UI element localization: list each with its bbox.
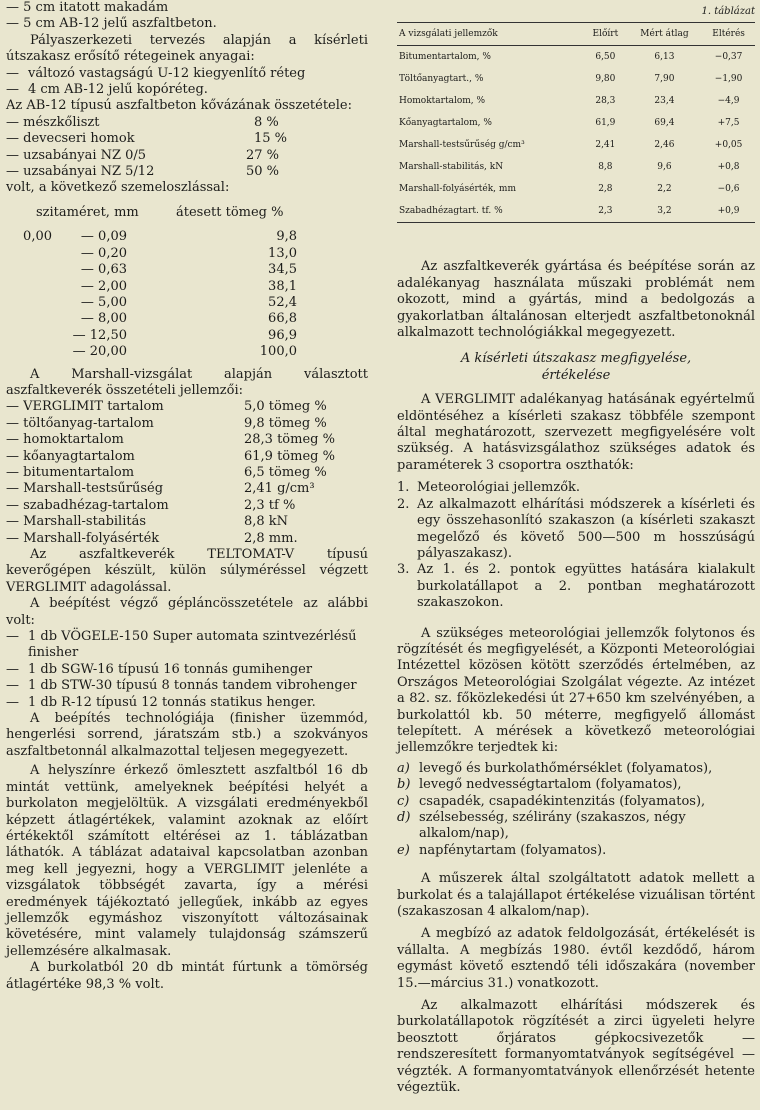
intro-line-1: — 5 cm itatott makadám xyxy=(6,0,169,15)
table-cell: −1,90 xyxy=(714,74,743,85)
table-cell: 69,4 xyxy=(654,118,675,129)
sieve-to: — 0,20 xyxy=(80,245,127,261)
sieve-to-value: 12,50 xyxy=(89,327,127,343)
sieve-row xyxy=(6,328,368,344)
sieve-passing: 13,0 xyxy=(268,245,297,261)
table-cell: 6,13 xyxy=(654,52,675,63)
table-cell: 3,2 xyxy=(627,200,702,223)
sieve-passing: 52,4 xyxy=(268,294,297,310)
group-text: Az 1. és 2. pontok együttes hatására kialakult burkolatállapot a 2. pontban meghatározott szakaszokon. xyxy=(417,562,755,611)
table-cell: Bitumentartalom, % xyxy=(399,52,491,63)
table-cell: −4,9 xyxy=(717,96,740,107)
mix-property-value: 8,8 kN xyxy=(244,514,289,530)
mix-property-value: 2,41 g/cm³ xyxy=(244,481,315,497)
sieve-row xyxy=(6,344,368,360)
table-row xyxy=(397,156,755,178)
table-cell: 23,4 xyxy=(654,96,675,107)
mix-property-value: 61,9 tömeg % xyxy=(244,448,335,464)
table-cell: +0,8 xyxy=(717,162,740,173)
table-cell: +7,5 xyxy=(717,118,740,129)
grading-intro: volt, a következő szemeloszlással: xyxy=(6,180,230,196)
mix-property-value: 2,8 mm. xyxy=(244,530,298,546)
table-cell: +0,9 xyxy=(702,200,755,223)
table-cell: 28,3 xyxy=(595,96,616,107)
sieve-to: — 8,00 xyxy=(80,311,127,327)
table-row xyxy=(397,68,755,90)
table-cell: 9,80 xyxy=(595,74,616,85)
sieve-to: — 0,63 xyxy=(80,262,127,278)
table-cell: Marshall-testsűrűség g/cm³ xyxy=(399,140,525,151)
table-row xyxy=(397,200,755,223)
group-number: 3. xyxy=(397,562,410,578)
group-number: 1. xyxy=(397,480,410,496)
mix-property-label: töltőanyag-tartalom xyxy=(23,415,154,431)
sieve-from xyxy=(6,295,52,311)
sieve-table xyxy=(6,205,368,361)
sieve-row xyxy=(6,311,368,327)
paving-intro: A beépítést végző gépláncösszetétele az alábbi volt: xyxy=(6,596,368,628)
group-item xyxy=(397,480,755,496)
meteo-letter: a) xyxy=(397,760,410,776)
composition-intro: Az AB-12 típusú aszfaltbeton kővázának összetétele: xyxy=(6,98,352,114)
technology-paragraph: A beépítés technológiája (finisher üzemmód, hengerlési sorrend, járatszám stb.) a szokványos aszfaltbetonnál alkalmazottal teljesen megegyezett. xyxy=(6,711,368,759)
meteo-item xyxy=(397,777,755,793)
machine-text: 1 db STW-30 típusú 8 tonnás tandem vibrohenger xyxy=(28,678,357,694)
mix-property-row xyxy=(6,531,368,547)
table-header: Mért átlag xyxy=(627,23,702,46)
machine-text: 1 db VÖGELE-150 Super automata szintvezérlésű finisher xyxy=(28,629,357,661)
mix-property-row xyxy=(6,481,368,497)
mix-property-row xyxy=(6,514,368,530)
table-cell: Kőanyagtartalom, % xyxy=(399,118,492,129)
mix-property-name: — kőanyagtartalom xyxy=(6,448,135,464)
intro-line-2: — 5 cm AB-12 jelű aszfaltbeton. xyxy=(6,16,217,32)
sieve-from xyxy=(6,262,52,278)
layer-item: — 4 cm AB-12 jelű kopóréteg. xyxy=(6,82,208,98)
meteo-letter: b) xyxy=(397,777,411,793)
section-title: A kísérleti útszakasz megfigyelése, értékelése xyxy=(460,351,692,383)
meteo-item xyxy=(397,810,755,843)
mixer-paragraph: Az aszfaltkeverék TELTOMAT-V típusú keverőgépen készült, külön súlyméréssel végzett VERGLIMIT adagolással. xyxy=(6,547,368,595)
sieve-passing: 34,5 xyxy=(268,262,297,278)
mix-property-label: Marshall-stabilitás xyxy=(23,514,147,530)
meteo-item xyxy=(397,761,755,777)
results-table xyxy=(397,22,755,223)
table-cell: 2,41 xyxy=(595,140,616,151)
composition-item: — devecseri homok 15 % xyxy=(6,131,288,147)
table-cell: 2,8 xyxy=(598,184,613,195)
meteo-letter: c) xyxy=(397,793,410,809)
sieve-to: — 2,00 xyxy=(80,278,127,294)
sieve-to: — 12,50 xyxy=(72,327,127,343)
sieve-from: 0,00 xyxy=(23,229,52,245)
group-item xyxy=(397,497,755,563)
mix-property-row xyxy=(6,449,368,465)
mix-property-label: VERGLIMIT tartalom xyxy=(23,399,164,415)
sieve-from xyxy=(6,311,52,327)
table-cell: 2,46 xyxy=(654,140,675,151)
table-row xyxy=(397,90,755,112)
sieve-to: — 5,00 xyxy=(80,294,127,310)
sieve-to-value: 5,00 xyxy=(98,294,127,310)
sieve-row xyxy=(6,295,368,311)
sieve-passing: 100,0 xyxy=(259,344,297,360)
mix-property-name: — homoktartalom xyxy=(6,432,124,448)
mix-property-name: — Marshall-testsűrűség xyxy=(6,481,164,497)
machine-item: — 1 db R-12 típusú 12 tonnás statikus henger. xyxy=(6,694,316,710)
mix-property-name: — Marshall-folyásérték xyxy=(6,530,160,546)
meteo-letter: e) xyxy=(397,842,410,858)
composition-item: — mészkőliszt 8 % xyxy=(6,114,279,130)
table-cell: +0,05 xyxy=(714,140,743,151)
mix-property-name: — töltőanyag-tartalom xyxy=(6,415,154,431)
sieve-passing: 96,9 xyxy=(268,327,297,343)
meteo-item xyxy=(397,843,755,859)
meteo-list xyxy=(397,761,755,859)
sieve-row xyxy=(6,246,368,262)
sieve-to-value: 2,00 xyxy=(98,278,127,294)
visual-paragraph: A műszerek által szolgáltatott adatok mellett a burkolat és a talajállapot értékelése vizuálisan történt (szakaszosan 4 alkalom/nap). xyxy=(397,871,755,920)
table-cell: Homoktartalom, % xyxy=(399,96,486,107)
sieve-to-value: 0,20 xyxy=(98,245,127,261)
table-header: Előírt xyxy=(584,23,627,46)
table-row xyxy=(397,112,755,134)
table-cell: Marshall-folyásérték, mm xyxy=(399,184,516,195)
sieve-to-value: 20,00 xyxy=(89,344,127,360)
sieve-to-value: 8,00 xyxy=(98,311,127,327)
sieve-to-value: 0,63 xyxy=(98,262,127,278)
samples-paragraph: A helyszínre érkező ömlesztett aszfaltból 16 db mintát vettünk, amelyeknek beépítési helyét a burkolaton megjelöltük. A vizsgálati eredményekből képzett átlagértékek, valamint azoknak az előírt értékektől számított eltérései az 1. táblázatban láthatók. A táblázat adataival kapcsolatban azonban meg kell jegyezni, hogy a VERGLIMIT jelenléte a vizsgálatok többségét zavarta, így a mérési eredmények tájékoztató jellegűek, inkább az egyes jellemzők egymáshoz viszonyított változásainak követésére, mint valamely tulajdonság számszerű jellemzésére alkalmasak. xyxy=(6,763,368,959)
cores-paragraph: A burkolatból 20 db mintát fúrtunk a tömörség átlagértéke 98,3 % volt. xyxy=(6,960,368,992)
group-text: Az alkalmazott elhárítási módszerek a kísérleti és egy összehasonlító szakaszon (a kísérleti szakaszt megelőző és követő 500—500 m hosszúságú pályaszakasz). xyxy=(417,496,755,561)
sieve-row xyxy=(6,279,368,295)
meteo-text: levegő nedvességtartalom (folyamatos), xyxy=(419,777,682,793)
layers-intro: Pályaszerkezeti tervezés alapján a kísérleti útszakasz erősítő rétegeinek anyagai: xyxy=(6,32,368,65)
mix-property-label: bitumentartalom xyxy=(23,464,135,480)
sieve-row xyxy=(6,262,368,278)
machine-item: — 1 db SGW-16 típusú 16 tonnás gumihenger xyxy=(6,661,313,677)
table-title: 1. táblázat xyxy=(701,6,755,17)
mix-property-name: — VERGLIMIT tartalom xyxy=(6,399,164,415)
mix-property-label: kőanyagtartalom xyxy=(23,448,135,464)
methods-paragraph: Az alkalmazott elhárítási módszerek és burkolatállapotok rögzítését a zirci ügyeleti helyre beosztott őrjáratos gépkocsivezetők — rendszeresített formanyomtatványok segítségével — végzték. A formanyomtatványok ellenőrzését hetente végeztük. xyxy=(397,998,755,1096)
machine-item: — 1 db VÖGELE-150 Super automata szintvezérlésű finisher xyxy=(6,629,368,662)
sieve-from xyxy=(6,279,52,295)
composition-item: — uzsabányai NZ 5/12 50 % xyxy=(6,164,280,180)
mix-property-value: 6,5 tömeg % xyxy=(244,464,327,480)
mix-property-row xyxy=(6,416,368,432)
observation-paragraph: A VERGLIMIT adalékanyag hatásának egyértelmű eldöntéséhez a kísérleti szakasz többféle szempont által meghatározott, szervezett megfigyelésére volt szükség. A hatásvizsgálathoz szükséges adatok és paraméterek 3 csoportra oszthatók: xyxy=(397,392,755,473)
table-cell: 7,90 xyxy=(654,74,675,85)
table-cell: 2,3 xyxy=(584,200,627,223)
mix-property-label: Marshall-testsűrűség xyxy=(23,481,164,497)
sieve-passing: 38,1 xyxy=(268,278,297,294)
machine-item: — 1 db STW-30 típusú 8 tonnás tandem vibrohenger xyxy=(6,678,357,694)
marshall-intro: A Marshall-vizsgálat alapján választott aszfaltkeverék összetételi jellemzői: xyxy=(6,366,368,398)
mix-property-name: — bitumentartalom xyxy=(6,464,135,480)
meteo-text: szélsebesség, szélirány (szakaszos, négy alkalom/nap), xyxy=(419,810,686,842)
machine-list xyxy=(6,629,368,711)
meteo-item xyxy=(397,794,755,810)
meteo-text: csapadék, csapadékintenzitás (folyamatos), xyxy=(419,793,706,809)
sieve-passing: 9,8 xyxy=(276,229,297,245)
mix-property-name: — Marshall-stabilitás xyxy=(6,514,147,530)
table-cell: −0,6 xyxy=(717,184,740,195)
table-row xyxy=(397,178,755,200)
meteo-letter: d) xyxy=(397,810,411,825)
table-cell: Marshall-stabilitás, kN xyxy=(399,162,504,173)
composition-item: — uzsabányai NZ 0/5 27 % xyxy=(6,147,280,163)
group-text: Meteorológiai jellemzők. xyxy=(417,480,581,496)
table-cell: 9,6 xyxy=(657,162,672,173)
table-header: A vizsgálati jellemzők xyxy=(397,23,584,46)
mix-property-value: 2,3 tf % xyxy=(244,497,296,513)
mix-property-value: 28,3 tömeg % xyxy=(244,432,335,448)
mix-property-label: szabadhézag-tartalom xyxy=(23,497,169,513)
production-paragraph: Az aszfaltkeverék gyártása és beépítése során az adalékanyag használata műszaki problémát nem okozott, mind a gyártás, mind a bedolgozás a gyakorlatban általánosan elterjedt aszfaltbetonoknál alkalmazott technológiákkal megegyezett. xyxy=(397,259,755,341)
contract-paragraph: A megbízó az adatok feldolgozását, értékelését is vállalta. A megbízás 1980. évtől kezdődő, három egymást követő esztendő téli időszakára (november 15.—március 31.) vonatkozott. xyxy=(397,926,755,991)
table-row xyxy=(397,134,755,156)
meteo-text: levegő és burkolathőmérséklet (folyamatos), xyxy=(419,760,713,776)
table-cell: 6,50 xyxy=(595,52,616,63)
group-number: 2. xyxy=(397,496,410,512)
right-column xyxy=(397,0,755,1097)
sieve-passing: 66,8 xyxy=(268,311,297,327)
table-cell: −0,37 xyxy=(714,52,743,63)
mix-property-label: homoktartalom xyxy=(23,432,124,448)
table-row xyxy=(397,46,755,69)
group-list xyxy=(397,480,755,611)
machine-text: 1 db R-12 típusú 12 tonnás statikus henger. xyxy=(28,694,316,710)
mix-property-value: 5,0 tömeg % xyxy=(244,399,327,415)
sieve-row xyxy=(6,229,368,245)
mix-property-row xyxy=(6,399,368,415)
layer-item: — változó vastagságú U-12 kiegyenlítő réteg xyxy=(6,65,306,81)
table-cell: 2,2 xyxy=(657,184,672,195)
sieve-header-size: szitaméret, mm xyxy=(36,204,139,220)
meteo-paragraph: A szükséges meteorológiai jellemzők folytonos és rögzítését és megfigyelését, a Központi Meteorológiai Intézettel közösen kötött szerződés értelmében, az Országos Meteorológiai Szolgálat végezte. Az intézet a 82. sz. főközlekedési út 27+650 km szelvényében, a burkolattól kb. 50 méterre, megfigyelő állomást telepített. A mérések a következő meteorológiai jellemzőkre terjedtek ki: xyxy=(397,625,755,756)
mix-property-name: — szabadhézag-tartalom xyxy=(6,497,169,513)
sieve-header-passing: átesett tömeg % xyxy=(176,204,284,220)
mix-property-row xyxy=(6,465,368,481)
table-cell: Töltőanyagtart., % xyxy=(399,74,484,85)
sieve-to-value: 0,09 xyxy=(98,229,127,245)
mix-property-row xyxy=(6,432,368,448)
group-item xyxy=(397,562,755,611)
mix-properties xyxy=(6,399,368,547)
mix-property-value: 9,8 tömeg % xyxy=(244,415,327,431)
sieve-to: — 0,09 xyxy=(80,229,127,245)
table-cell: 61,9 xyxy=(595,118,616,129)
table-header: Eltérés xyxy=(702,23,755,46)
meteo-text: napfénytartam (folyamatos). xyxy=(419,842,607,858)
mix-property-row xyxy=(6,498,368,514)
table-cell: Szabadhézagtart. tf. % xyxy=(397,200,584,223)
sieve-from xyxy=(6,328,52,344)
machine-text: 1 db SGW-16 típusú 16 tonnás gumihenger xyxy=(28,661,313,677)
mix-property-label: Marshall-folyásérték xyxy=(23,530,160,546)
sieve-to: — 20,00 xyxy=(72,344,127,360)
sieve-from xyxy=(6,344,52,360)
sieve-from xyxy=(6,246,52,262)
table-cell: 8,8 xyxy=(598,162,613,173)
left-column xyxy=(6,0,368,993)
